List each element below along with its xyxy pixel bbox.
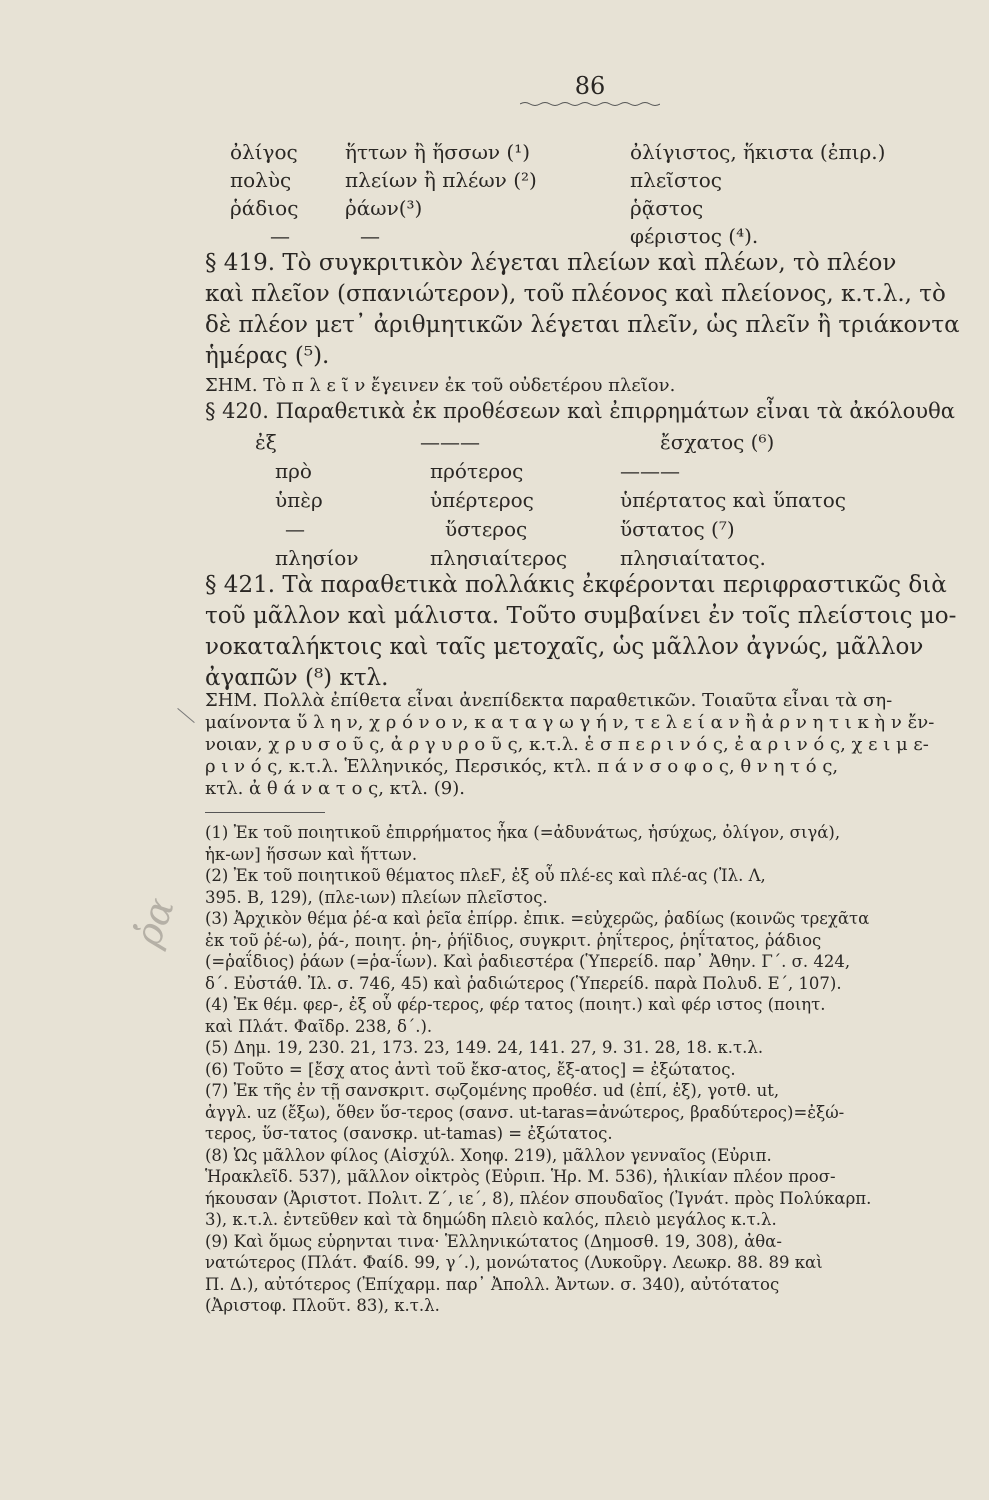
footnote-line: 395. Β, 129), (πλε-ιων) πλείων πλεῖστος. <box>205 887 548 907</box>
table-cell: πρὸ <box>275 459 312 483</box>
table-cell: ῥάδιος <box>230 196 299 220</box>
table-cell: πλησιαίτερος <box>430 546 568 570</box>
table-cell: ἥττων ἢ ἥσσων (¹) <box>345 140 531 164</box>
text-line: ρ ι ν ό ς, κ.τ.λ. Ἑλληνικός, Περσικός, κτλ. π ά ν σ ο φ ο ς, θ ν η τ ό ς, <box>205 756 839 777</box>
table-cell: — <box>285 517 305 541</box>
footnote-line: (6) Τοῦτο = [ἔσχ ατος ἀντὶ τοῦ ἔκσ-ατος, ἔξ-ατος] = ἐξώτατος. <box>205 1059 736 1079</box>
footnote-line: τερος, ὕσ-τατος (σανσκρ. ut-tamas) = ἐξώτατος. <box>205 1124 613 1143</box>
table-cell: ῥᾷστος <box>630 196 704 220</box>
table-cell: — <box>270 224 290 248</box>
footnote-line: (9) Καὶ ὅμως εὑρηνται τινα· Ἑλληνικώτατος (Δημοσθ. 19, 308), ἀθα- <box>205 1231 782 1251</box>
table-cell: φέριστος (⁴). <box>630 224 759 248</box>
table-cell: πλησιαίτατος. <box>620 546 766 570</box>
text-line: δὲ πλέον μετ᾽ ἀριθμητικῶν λέγεται πλεῖν, ὡς πλεῖν ἢ τριάκοντα <box>205 312 960 338</box>
text-line: τοῦ μᾶλλον καὶ μάλιστα. Τοῦτο συμβαίνει ἐν τοῖς πλείστοις μο- <box>205 603 957 629</box>
text-line: νοκαταλήκτοις καὶ ταῖς μετοχαῖς, ὡς μᾶλλον ἀγνώς, μᾶλλον <box>205 634 924 660</box>
margin-pencil-mark <box>177 708 194 723</box>
footnote-line: ήκουσαν (Ἀριστοτ. Πολιτ. Ζ΄, ιε΄, 8), πλέον σπουδαῖος (Ἰγνάτ. πρὸς Πολύκαρπ. <box>205 1188 872 1208</box>
text-line: καὶ πλεῖον (σπανιώτερον), τοῦ πλέονος καὶ πλείονος, κ.τ.λ., τὸ <box>205 281 946 307</box>
footnote-line: νατώτερος (Πλάτ. Φαίδ. 99, γ΄.), μονώτατος (Λυκοῦργ. Λεωκρ. 88. 89 καὶ <box>205 1253 823 1272</box>
text-line: νοιαν, χ ρ υ σ ο ῦ ς, ἀ ρ γ υ ρ ο ῦ ς, κ.τ.λ. ἑ σ π ε ρ ι ν ό ς, ἐ α ρ ι ν ό ς, χ ε ι μ ε- <box>205 734 929 755</box>
table-cell: πλείων ἢ πλέων (²) <box>345 168 537 192</box>
footnote-line: ἐκ τοῦ ῥέ-ω), ῥά-, ποιητ. ῥη-, ῥήϊδιος, συγκριτ. ῥηΐτερος, ῥηΐτατος, ῥάδιος <box>205 930 822 950</box>
section-420: § 420. Παραθετικὰ ἐκ προθέσεων καὶ ἐπιρρημάτων εἶναι τὰ ἀκόλουθα <box>205 399 955 423</box>
text-line: κτλ. ἀ θ ά ν α τ ο ς, κτλ. (9). <box>205 778 465 799</box>
text-line: § 419. Τὸ συγκριτικὸν λέγεται πλείων καὶ πλέων, τὸ πλέον <box>205 250 897 276</box>
margin-pencil-note: ῥα <box>125 891 183 953</box>
table-cell: ὑπὲρ <box>275 488 323 512</box>
table-cell: ἔσχατος (⁶) <box>660 430 775 454</box>
text-line: μαίνοντα ὕ λ η ν, χ ρ ό ν ο ν, κ α τ α γ ω γ ή ν, τ ε λ ε ί α ν ἢ ἀ ρ ν η τ ι κ ὴ ν ἔν- <box>205 712 935 733</box>
ornamental-rule <box>520 101 660 107</box>
table-cell: πλησίον <box>275 546 359 570</box>
footnote-line: (Ἀριστοφ. Πλοῦτ. 83), κ.τ.λ. <box>205 1296 440 1315</box>
footnote-line: (3) Ἀρχικὸν θέμα ῥέ-α καὶ ῥεῖα ἐπίρρ. ἐπικ. =εὐχερῶς, ῥαδίως (κοινῶς τρεχᾶτα <box>205 909 870 928</box>
footnotes <box>205 822 945 1317</box>
note-421 <box>205 690 945 800</box>
text-line: § 421. Τὰ παραθετικὰ πολλάκις ἐκφέρονται περιφραστικῶς διὰ <box>205 572 947 598</box>
table-cell: — <box>360 224 380 248</box>
table-cell: ——— <box>420 430 480 454</box>
footnote-line: (=ῥαΐδιος) ῥάων (=ῥα-ΐων). Καὶ ῥαδιεστέρα (Ὑπερείδ. παρ᾽ Ἀθην. Γ΄. σ. 424, <box>205 952 851 971</box>
footnote-line: (5) Δημ. 19, 230. 21, 173. 23, 149. 24, 141. 27, 9. 31. 28, 18. κ.τ.λ. <box>205 1038 764 1057</box>
footnote-line: Π. Δ.), αὐτότερος (Ἐπίχαρμ. παρ᾽ Ἀπολλ. Ἀντων. σ. 340), αὐτότατος <box>205 1274 780 1294</box>
table-cell: ὑπέρτερος <box>430 488 534 512</box>
text-line: ἀγαπῶν (⁸) κτλ. <box>205 665 389 691</box>
footnote-line: (2) Ἐκ τοῦ ποιητικοῦ θέματος πλεϜ, ἐξ οὗ πλέ-ες καὶ πλέ-ας (Ἰλ. Λ, <box>205 866 766 885</box>
footnote-line: (8) Ὡς μᾶλλον φίλος (Αἰσχύλ. Χοηφ. 219), μᾶλλον γενναῖος (Εὐριπ. <box>205 1145 772 1165</box>
footnote-line: (4) Ἐκ θέμ. φερ-, ἐξ οὗ φέρ-τερος, φέρ τατος (ποιητ.) καὶ φέρ ιστος (ποιητ. <box>205 995 826 1014</box>
comparison-table-1 <box>230 140 950 260</box>
comparison-table-2 <box>255 430 955 570</box>
footnote-divider <box>205 812 325 813</box>
table-cell: πλεῖστος <box>630 168 722 192</box>
footnote-line: ἡκ-ων] ἥσσων καὶ ἥττων. <box>205 844 418 864</box>
table-cell: πολὺς <box>230 168 292 192</box>
table-cell: ὕστερος <box>445 517 528 541</box>
table-cell: ὀλίγιστος, ἥκιστα (ἐπιρ.) <box>630 140 886 164</box>
table-cell: ὑπέρτατος καὶ ὕπατος <box>620 488 846 512</box>
footnote-line: δ΄. Εὐστάθ. Ἰλ. σ. 746, 45) καὶ ῥαδιώτερος (Ὑπερείδ. παρὰ Πολυδ. Ε΄, 107). <box>205 973 842 993</box>
footnote-line: (1) Ἐκ τοῦ ποιητικοῦ ἐπιρρήματος ἦκα (=ἀδυνάτως, ἡσύχως, ὀλίγον, σιγά), <box>205 823 841 842</box>
footnote-line: (7) Ἐκ τῆς ἐν τῇ σανσκριτ. σῳζομένης προθέσ. ud (ἐπί, ἐξ), γοτθ. ut, <box>205 1081 780 1100</box>
table-cell: πρότερος <box>430 459 524 483</box>
table-cell: ἐξ <box>255 430 277 454</box>
footnote-line: ἀγγλ. uz (ἔξω), ὅθεν ὕσ-τερος (σανσ. ut-taras=ἀνώτερος, βραδύτερος)=ἐξώ- <box>205 1102 845 1122</box>
footnote-line: καὶ Πλάτ. Φαῖδρ. 238, δ΄.). <box>205 1016 433 1036</box>
section-419 <box>205 248 960 372</box>
text-line: ΣΗΜ. Πολλὰ ἐπίθετα εἶναι ἀνεπίδεκτα παραθετικῶν. Τοιαῦτα εἶναι τὰ ση- <box>205 690 893 711</box>
table-cell: ——— <box>620 459 680 483</box>
footnote-line: 3), κ.τ.λ. ἐντεῦθεν καὶ τὰ δημώδη πλειὸ καλός, πλειὸ μεγάλος κ.τ.λ. <box>205 1210 777 1229</box>
footnote-line: Ἡρακλεῖδ. 537), μᾶλλον οἰκτρὸς (Εὐριπ. Ἡρ. Μ. 536), ἡλικίαν πλέον προσ- <box>205 1167 836 1186</box>
note-419: ΣΗΜ. Τὸ π λ ε ῖ ν ἔγεινεν ἐκ τοῦ οὐδετέρου πλεῖον. <box>205 375 676 396</box>
section-421 <box>205 570 957 694</box>
table-cell: ῥάων(³) <box>345 196 423 220</box>
table-cell: ὕστατος (⁷) <box>620 517 735 541</box>
text-line: ἡμέρας (⁵). <box>205 343 330 369</box>
page-number: 86 <box>574 72 606 100</box>
table-cell: ὀλίγος <box>230 140 298 164</box>
